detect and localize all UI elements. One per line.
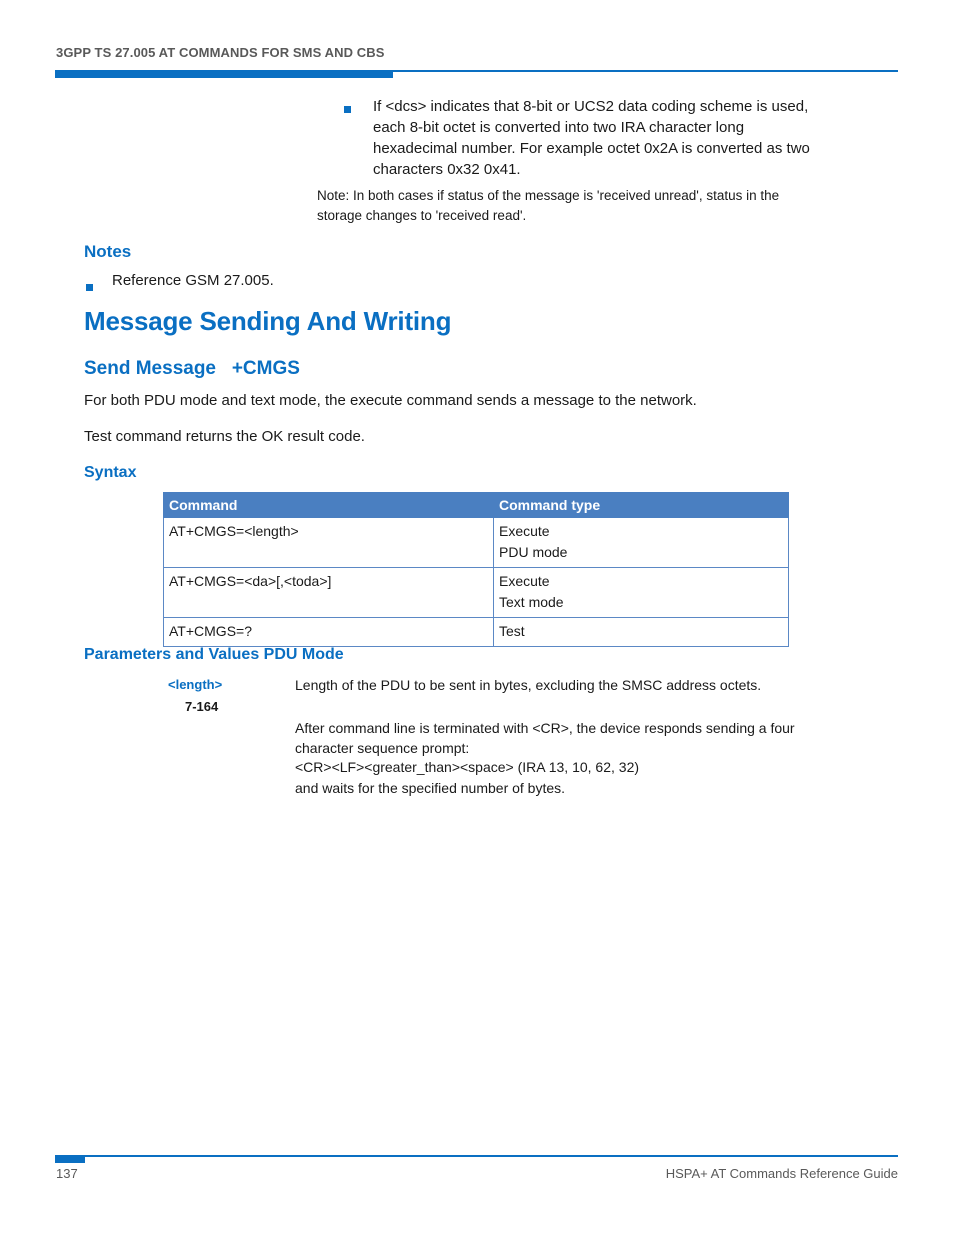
table-row	[164, 618, 789, 647]
table-cell-type	[494, 518, 789, 568]
table-cell-command: AT+CMGS=?	[164, 618, 494, 647]
syntax-heading: Syntax	[84, 464, 137, 481]
type-line: Text mode	[499, 594, 564, 610]
header-rule	[393, 70, 898, 72]
top-note: Note: In both cases if status of the message is 'received unread', status in the storage changes to 'received read'.	[317, 188, 780, 223]
footer-rule-accent	[55, 1155, 85, 1163]
table-row	[164, 518, 789, 568]
table-row	[164, 568, 789, 618]
notes-heading: Notes	[84, 242, 132, 261]
parameter-description-2: After command line is terminated with <CR>, the device responds sending a four character sequence prompt:	[295, 720, 795, 756]
column-header-command: Command	[164, 493, 494, 518]
send-message-paragraph-2: Test command returns the OK result code.	[84, 428, 365, 445]
notes-bullet-icon	[86, 278, 93, 296]
syntax-table	[163, 492, 789, 647]
type-line: PDU mode	[499, 544, 568, 560]
page-number: 137	[56, 1166, 78, 1181]
type-line: Test	[499, 623, 525, 639]
top-bullet-text: If <dcs> indicates that 8-bit or UCS2 data coding scheme is used, each 8-bit octet is converted into two IRA character long hexadecimal number. For example octet 0x2A is converted as two characters 0x32 0x41.	[373, 98, 810, 178]
parameter-description-1: Length of the PDU to be sent in bytes, excluding the SMSC address octets.	[295, 677, 762, 693]
table-cell-command: AT+CMGS=<length>	[164, 518, 494, 568]
parameters-heading: Parameters and Values PDU Mode	[84, 646, 344, 663]
type-line: Execute	[499, 523, 550, 539]
footer-rule	[85, 1155, 898, 1157]
type-line: Execute	[499, 573, 550, 589]
notes-item: Reference GSM 27.005.	[112, 272, 274, 289]
footer-guide-title: HSPA+ AT Commands Reference Guide	[665, 1166, 898, 1181]
table-cell-command: AT+CMGS=<da>[,<toda>]	[164, 568, 494, 618]
page-header-title: 3GPP TS 27.005 AT COMMANDS FOR SMS AND CBS	[56, 45, 385, 60]
parameter-description-4: and waits for the specified number of bytes.	[295, 780, 566, 796]
table-cell-type	[494, 618, 789, 647]
section-heading: Message Sending And Writing	[84, 306, 452, 336]
table-cell-type	[494, 568, 789, 618]
parameter-description-3: <CR><LF><greater_than><space> (IRA 13, 10, 62, 32)	[295, 759, 640, 775]
parameter-range: 7-164	[185, 699, 219, 714]
table-header-row	[164, 493, 789, 518]
parameter-name: <length>	[168, 677, 223, 692]
header-rule-accent	[55, 70, 393, 78]
send-message-heading: Send Message +CMGS	[84, 358, 300, 379]
column-header-type: Command type	[494, 493, 789, 518]
top-bullet-icon	[344, 100, 351, 118]
send-message-paragraph-1: For both PDU mode and text mode, the execute command sends a message to the network.	[84, 392, 697, 409]
